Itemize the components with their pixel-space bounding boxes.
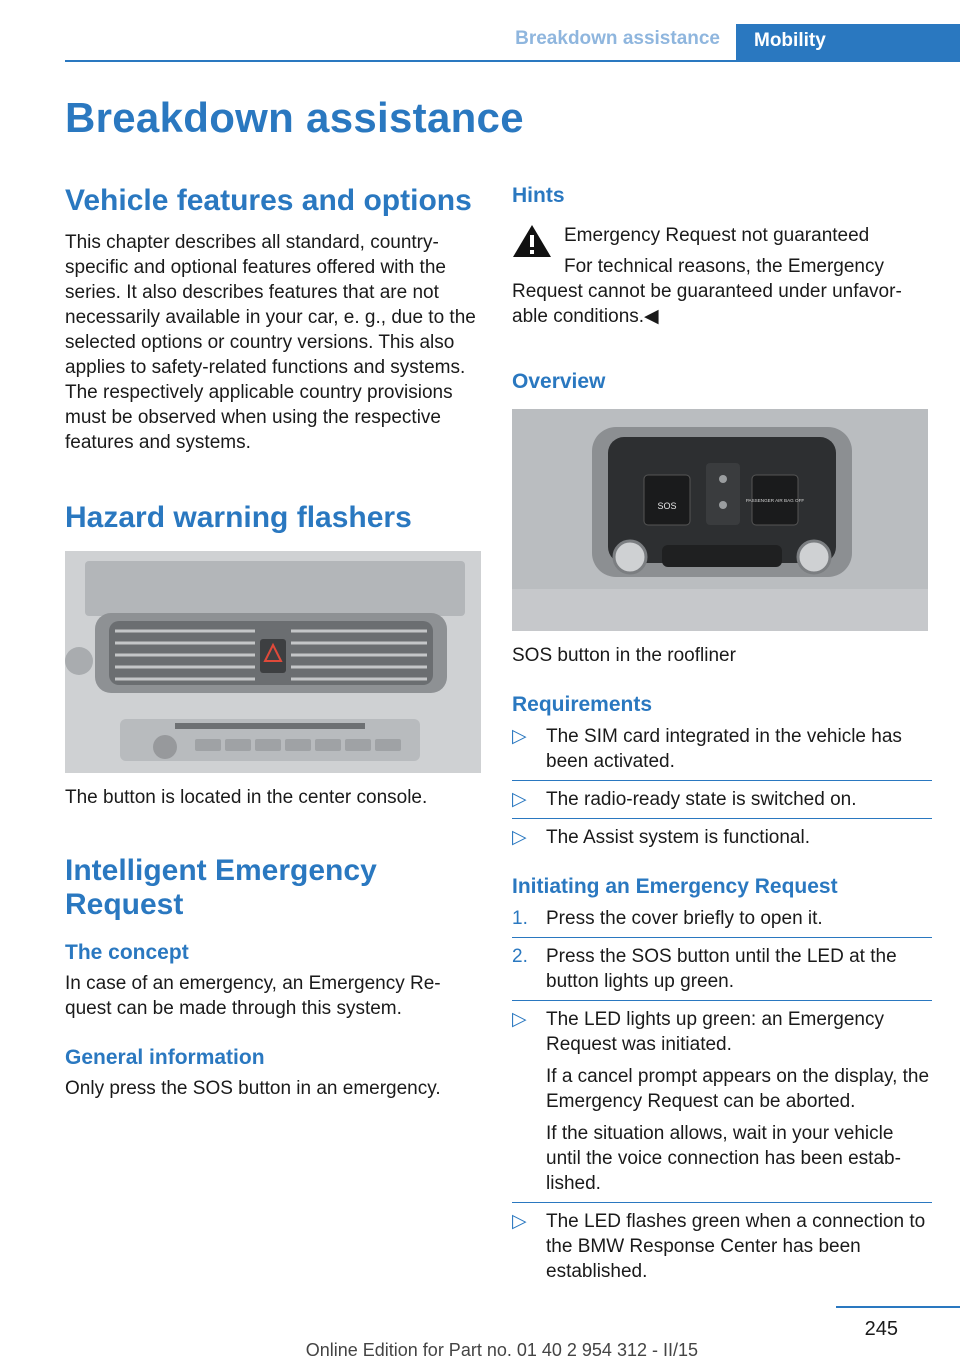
warning-text: For technical reasons, the Emergency Request cannot be guaranteed under unfavor‐able conditions.◀ — [512, 256, 902, 327]
ier-heading: Intelligent Emergency Request — [65, 854, 377, 921]
warning-block — [512, 223, 932, 248]
vehicle-features-text: This chapter describes all standard, country-specific and optional features offered with the series. It also describes features that are not necessarily available in your car, e. g., due to the selected options or country versions. This also applies to safety-related functions and systems. The respectively applicable country provisions must be observed when using the respective features and systems. — [65, 232, 476, 453]
footer-rule — [836, 1306, 960, 1308]
center-console-illustration — [65, 551, 481, 773]
roofliner-photo — [512, 409, 928, 631]
warning-triangle-icon — [512, 223, 552, 259]
bullet-marker: ▷ — [512, 726, 527, 747]
warning-title: Emergency Request not guaranteed — [564, 225, 870, 246]
initiating-heading: Initiating an Emergency Request — [512, 875, 838, 898]
step-number: 2. — [512, 946, 528, 967]
page-title: Breakdown assistance — [65, 94, 524, 141]
header-section-title: Breakdown assistance — [515, 28, 720, 49]
general-info-text: Only press the SOS button in an emergency. — [65, 1078, 441, 1099]
outcome-list — [512, 1000, 932, 1284]
footer-edition: Online Edition for Part no. 01 40 2 954 312 - II/15 — [305, 1340, 698, 1360]
concept-text: In case of an emergency, an Emergency Re‐quest can be made through this system. — [65, 973, 441, 1019]
bullet-marker: ▷ — [512, 1009, 527, 1030]
concept-heading: The concept — [65, 941, 189, 964]
overview-heading: Overview — [512, 370, 606, 393]
hazard-caption: The button is located in the center console. — [65, 787, 428, 808]
bullet-marker: ▷ — [512, 827, 527, 848]
step-number: 1. — [512, 908, 528, 929]
header-chapter-label: Mobility — [754, 30, 826, 51]
airbag-photo-label: PASSENGER AIR BAG OFF — [745, 498, 805, 503]
outcome-item: ▷ The LED flashes green when a connection to the BMW Response Center has been established. — [512, 1202, 932, 1284]
right-column — [512, 183, 932, 1284]
outcome-note: If a cancel prompt appears on the display, the Emergency Request can be aborted. — [546, 1066, 930, 1112]
step-item: 2. Press the SOS button until the LED at the button lights up green. — [512, 937, 932, 994]
hazard-console-photo — [65, 551, 481, 773]
left-column — [65, 184, 485, 1101]
initiating-steps — [512, 906, 932, 994]
header-chapter-tab[interactable] — [736, 24, 960, 61]
outcome-item: ▷ The LED lights up green: an Emergency Request was initiated. If a cancel prompt appears on the display, the Emergency Request can be aborted. If the situation allows, wait in your vehicle until the voice connection has been estab‐lished. — [512, 1000, 932, 1196]
requirement-item: ▷ The Assist system is functional. — [512, 818, 932, 850]
step-item: 1. Press the cover briefly to open it. — [512, 908, 823, 929]
overview-caption: SOS button in the roofliner — [512, 645, 736, 666]
sos-photo-label: SOS — [657, 501, 677, 511]
bullet-marker: ▷ — [512, 1211, 527, 1232]
requirements-heading: Requirements — [512, 693, 653, 716]
hazard-heading: Hazard warning flashers — [65, 501, 412, 534]
requirement-item: ▷ The radio-ready state is switched on. — [512, 780, 932, 812]
page-number: 245 — [864, 1318, 898, 1340]
requirement-item: ▷ The SIM card integrated in the vehicle has been activated. — [512, 726, 902, 772]
roofliner-illustration — [512, 409, 928, 631]
requirements-list — [512, 724, 932, 850]
hints-heading: Hints — [512, 184, 565, 207]
bullet-marker: ▷ — [512, 789, 527, 810]
vehicle-features-heading: Vehicle features and options — [65, 184, 472, 217]
general-info-heading: General information — [65, 1046, 265, 1069]
outcome-note: If the situation allows, wait in your vehicle until the voice connection has been estab‐lished. — [546, 1123, 901, 1194]
